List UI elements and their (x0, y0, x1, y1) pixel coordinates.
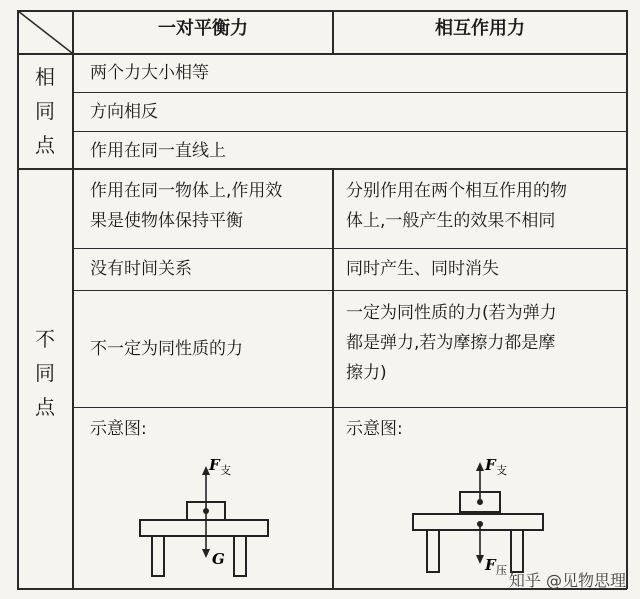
table-border-right (626, 10, 628, 589)
table-border-top (17, 10, 627, 12)
header-divider (17, 53, 627, 55)
similarity-row: 两个力大小相等 (90, 63, 209, 83)
row-divider (72, 290, 627, 291)
pressure-force-label: F (485, 556, 496, 574)
row-divider (72, 131, 627, 132)
support-force-label: F (485, 456, 496, 474)
gravity-label: G (212, 550, 225, 568)
section-divider (17, 168, 627, 170)
row-divider (72, 248, 627, 249)
similarities-label: 相 同 点 (35, 65, 55, 157)
header-interaction-forces: 相互作用力 (435, 18, 525, 39)
similarity-row: 作用在同一直线上 (90, 141, 226, 161)
diagram-label-left: 示意图: (90, 419, 147, 439)
difference-right-cell: 分别作用在两个相互作用的物 体上,一般产生的效果不相同 (346, 181, 567, 231)
pressure-force-subscript: 压 (496, 564, 507, 577)
table-border-left (17, 10, 19, 589)
difference-right-cell: 同时产生、同时消失 (346, 259, 499, 279)
interaction-forces-diagram (405, 448, 555, 580)
difference-middle-divider (332, 168, 334, 589)
similarity-row: 方向相反 (90, 102, 158, 122)
label-column-divider (72, 10, 74, 589)
corner-diagonal (17, 10, 73, 54)
support-force-subscript: 支 (220, 464, 231, 477)
difference-left-cell: 没有时间关系 (90, 259, 192, 279)
difference-right-cell: 一定为同性质的力(若为弹力 都是弹力,若为摩擦力都是摩 擦力) (346, 303, 557, 383)
difference-left-cell: 作用在同一物体上,作用效 果是使物体保持平衡 (90, 181, 283, 231)
row-divider (72, 407, 627, 408)
watermark: 知乎 @见物思理 (508, 571, 626, 590)
diagram-label-right: 示意图: (346, 419, 403, 439)
differences-label: 不 同 点 (35, 327, 55, 419)
support-force-label: F (209, 456, 220, 474)
difference-left-cell: 不一定为同性质的力 (90, 339, 243, 359)
row-divider (72, 92, 627, 93)
balanced-forces-diagram (130, 448, 280, 580)
support-force-subscript: 支 (496, 464, 507, 477)
header-balanced-forces: 一对平衡力 (158, 18, 248, 39)
